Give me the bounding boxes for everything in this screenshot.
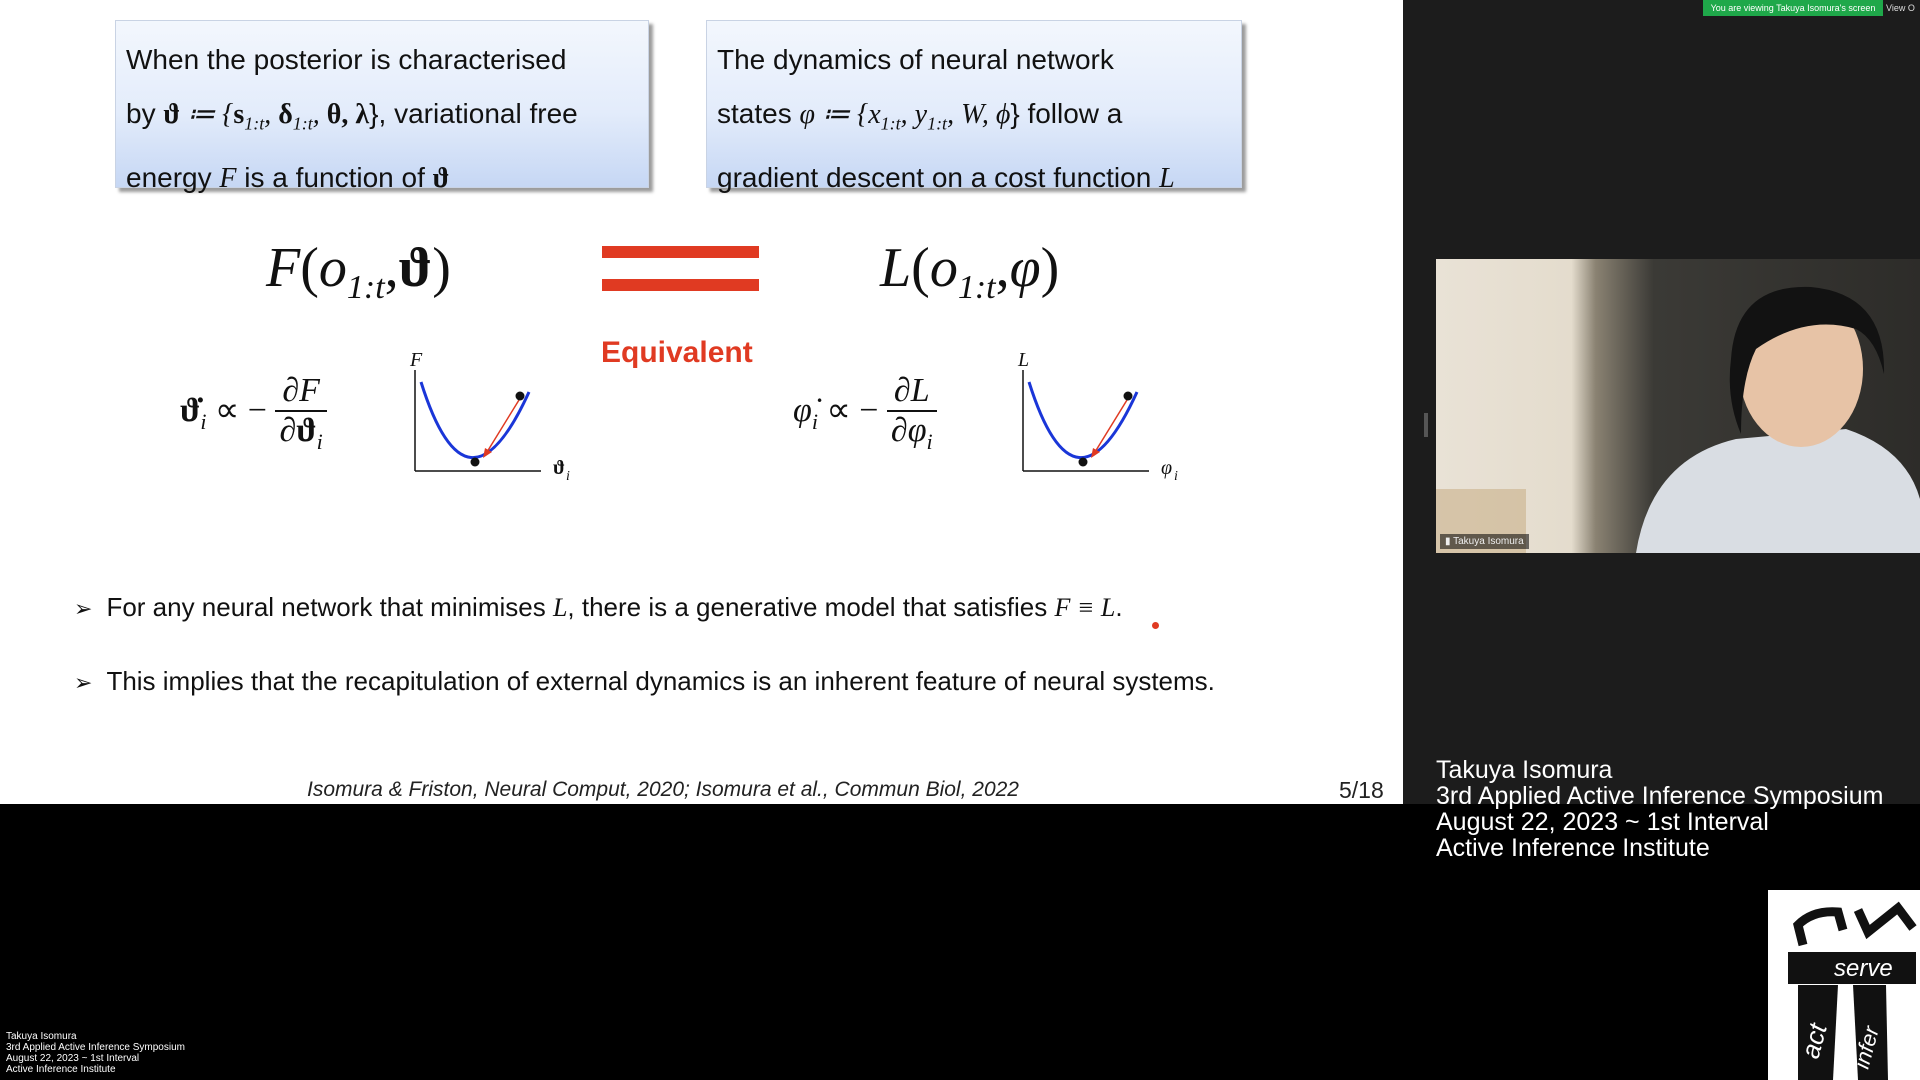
free-energy-equation bbox=[266, 236, 451, 307]
comma: , bbox=[995, 237, 1010, 299]
plot-x-subscript: i bbox=[566, 469, 570, 484]
box-line bbox=[126, 33, 638, 87]
theta-symbol: ϑ bbox=[432, 162, 450, 194]
bullet-point-2 bbox=[74, 666, 1215, 697]
numerator: ∂L bbox=[887, 372, 937, 412]
comma: , bbox=[384, 237, 399, 299]
phi-gradient-equation bbox=[793, 372, 937, 455]
start-point bbox=[516, 392, 525, 401]
proportional: ∝ − bbox=[206, 392, 267, 430]
speaker-shirt bbox=[1636, 429, 1920, 553]
subscript: 1:t bbox=[292, 113, 313, 134]
bullet-arrow-icon: ➢ bbox=[74, 596, 93, 621]
descent-arrow bbox=[487, 400, 519, 452]
box-line bbox=[126, 151, 638, 206]
logo-infer-text: infer bbox=[1848, 1023, 1884, 1072]
logo-serve-text: serve bbox=[1834, 955, 1893, 982]
pi-logo-graphic bbox=[1768, 890, 1920, 1080]
participant-name-label bbox=[1440, 534, 1529, 549]
subscript: 1:t bbox=[880, 113, 901, 134]
equivalence-bar-bottom bbox=[602, 279, 759, 291]
phi-dot: φ̇ bbox=[793, 392, 812, 430]
math-text: ≔ { bbox=[180, 99, 234, 130]
paren: ) bbox=[432, 237, 451, 299]
plot-x-label: φ bbox=[1161, 457, 1173, 479]
fraction bbox=[275, 372, 326, 455]
signal-icon: ▮ bbox=[1445, 536, 1454, 547]
box-line: states φ ≔ {$x_{1:t}$, $y_{1:t}$, W, ϕ} follow a bbox=[717, 98, 1123, 134]
proportional: ∝ − bbox=[817, 392, 879, 430]
box-text: }, variational free bbox=[369, 98, 578, 129]
L-symbol: L bbox=[552, 593, 568, 622]
footer-date: August 22, 2023 ~ 1st Interval bbox=[6, 1053, 140, 1064]
screen-sharing-banner[interactable]: You are viewing Takuya Isomura's screen bbox=[1703, 0, 1883, 16]
box-text: The dynamics of neural network bbox=[717, 44, 1114, 75]
plot-x-subscript: i bbox=[1174, 469, 1178, 484]
plot-y-label: F bbox=[410, 349, 423, 371]
bullet-text: . bbox=[1115, 592, 1123, 622]
participant-name: Takuya Isomura bbox=[1453, 536, 1524, 547]
bullet-point-1 bbox=[74, 592, 1123, 623]
box-text: } follow a bbox=[1010, 98, 1123, 129]
bullet-text: This implies that the recapitulation of external dynamics is an inherent feature of neural systems. bbox=[106, 666, 1215, 696]
math-text: W, ϕ bbox=[961, 99, 1011, 130]
phi-symbol: φ bbox=[799, 99, 815, 130]
bullet-arrow-icon: ➢ bbox=[74, 670, 93, 695]
box-line bbox=[717, 33, 1231, 87]
box-line: by ϑ ≔ {$s_{1:t}$, $\delta_{1:t}$, θ, λ}, variational free bbox=[126, 98, 578, 134]
subscript: 1:t bbox=[346, 269, 385, 307]
phi-symbol: φ bbox=[1009, 237, 1041, 299]
event-date: August 22, 2023 ~ 1st Interval bbox=[1436, 808, 1769, 836]
o-symbol: o bbox=[929, 237, 958, 299]
den-text: ∂ϑ bbox=[279, 412, 317, 449]
subscript: 1:t bbox=[244, 113, 265, 134]
bullet-text: For any neural network that minimises bbox=[106, 592, 553, 622]
math-text: ≔ { bbox=[814, 99, 869, 130]
math-text: θ, λ bbox=[326, 99, 370, 130]
numerator: ∂F bbox=[275, 372, 326, 412]
x-symbol: x bbox=[868, 99, 881, 130]
subscript: i bbox=[200, 409, 207, 434]
footer-overlay-text bbox=[6, 1031, 185, 1075]
descent-arrow bbox=[1095, 400, 1127, 452]
organization-name: Active Inference Institute bbox=[1436, 834, 1710, 862]
neural-dynamics-box bbox=[706, 20, 1242, 194]
active-inference-logo bbox=[1768, 890, 1920, 1080]
subscript: 1:t bbox=[957, 269, 996, 307]
box-line bbox=[717, 151, 1231, 206]
posterior-definition-box bbox=[115, 20, 649, 194]
plot-x-label: ϑ bbox=[553, 457, 565, 479]
box-text: states bbox=[717, 98, 800, 129]
free-energy-gradient-plot bbox=[403, 348, 588, 488]
box-text: energy bbox=[126, 161, 220, 193]
theta-dot: ϑ̇ bbox=[180, 392, 201, 430]
box-text: by bbox=[126, 98, 164, 129]
citation: Isomura & Friston, Neural Comput, 2020; Isomura et al., Commun Biol, 2022 bbox=[307, 778, 1019, 801]
speaker-video-frame bbox=[1436, 259, 1920, 553]
equivalence-bar-top bbox=[602, 246, 759, 258]
start-point bbox=[1124, 392, 1133, 401]
cost-curve bbox=[1029, 382, 1137, 458]
paren: ( bbox=[300, 237, 319, 299]
logo-act-text: act bbox=[1794, 1020, 1833, 1062]
cost-gradient-plot bbox=[1011, 348, 1196, 488]
L-symbol: L bbox=[880, 237, 912, 299]
footer-speaker: Takuya Isomura bbox=[6, 1031, 77, 1042]
theta-symbol: ϑ bbox=[398, 237, 433, 299]
view-options-button[interactable]: View O bbox=[1886, 3, 1915, 13]
subscript: i bbox=[926, 428, 933, 454]
minimum-point bbox=[1079, 458, 1088, 467]
theta-symbol: ϑ bbox=[163, 99, 181, 130]
cost-function-equation bbox=[880, 236, 1059, 307]
fraction bbox=[887, 372, 937, 455]
footer-event: 3rd Applied Active Inference Symposium bbox=[6, 1042, 185, 1053]
laser-pointer-dot bbox=[1152, 622, 1159, 629]
paren: ( bbox=[911, 237, 930, 299]
minimum-point bbox=[471, 458, 480, 467]
bullet-text: , there is a generative model that satisfies bbox=[567, 592, 1055, 622]
subscript: i bbox=[316, 428, 323, 454]
participant-video-tile[interactable] bbox=[1436, 259, 1920, 553]
s-symbol: s bbox=[233, 99, 245, 130]
plot-y-label: L bbox=[1018, 349, 1030, 371]
F-symbol: F bbox=[266, 237, 301, 299]
F-symbol: F bbox=[219, 162, 237, 194]
theta-gradient-equation bbox=[180, 372, 327, 455]
equivalent-label: Equivalent bbox=[601, 336, 753, 369]
pi-shape bbox=[1858, 908, 1913, 932]
den-text: ∂φ bbox=[890, 412, 927, 449]
subscript: 1:t bbox=[927, 113, 948, 134]
L-symbol: L bbox=[1159, 162, 1175, 194]
event-name: 3rd Applied Active Inference Symposium bbox=[1436, 782, 1884, 810]
y-symbol: y bbox=[914, 99, 928, 130]
panel-resize-handle[interactable] bbox=[1424, 413, 1428, 437]
footer-org: Active Inference Institute bbox=[6, 1064, 116, 1075]
box-text: gradient descent on a cost function bbox=[717, 161, 1160, 193]
delta-symbol: δ bbox=[278, 99, 293, 130]
paren: ) bbox=[1040, 237, 1060, 299]
o-symbol: o bbox=[318, 237, 347, 299]
box-text: is a function of bbox=[236, 161, 433, 193]
pi-shape bbox=[1798, 912, 1843, 945]
box-text: When the posterior is characterised bbox=[126, 44, 567, 75]
denominator bbox=[275, 412, 326, 455]
subscript: i bbox=[811, 409, 818, 434]
page-number: 5/18 bbox=[1339, 777, 1384, 803]
denominator bbox=[887, 412, 937, 455]
speaker-name: Takuya Isomura bbox=[1436, 756, 1613, 784]
equivalence-expression: F ≡ L bbox=[1054, 593, 1116, 622]
cost-curve bbox=[421, 382, 529, 458]
